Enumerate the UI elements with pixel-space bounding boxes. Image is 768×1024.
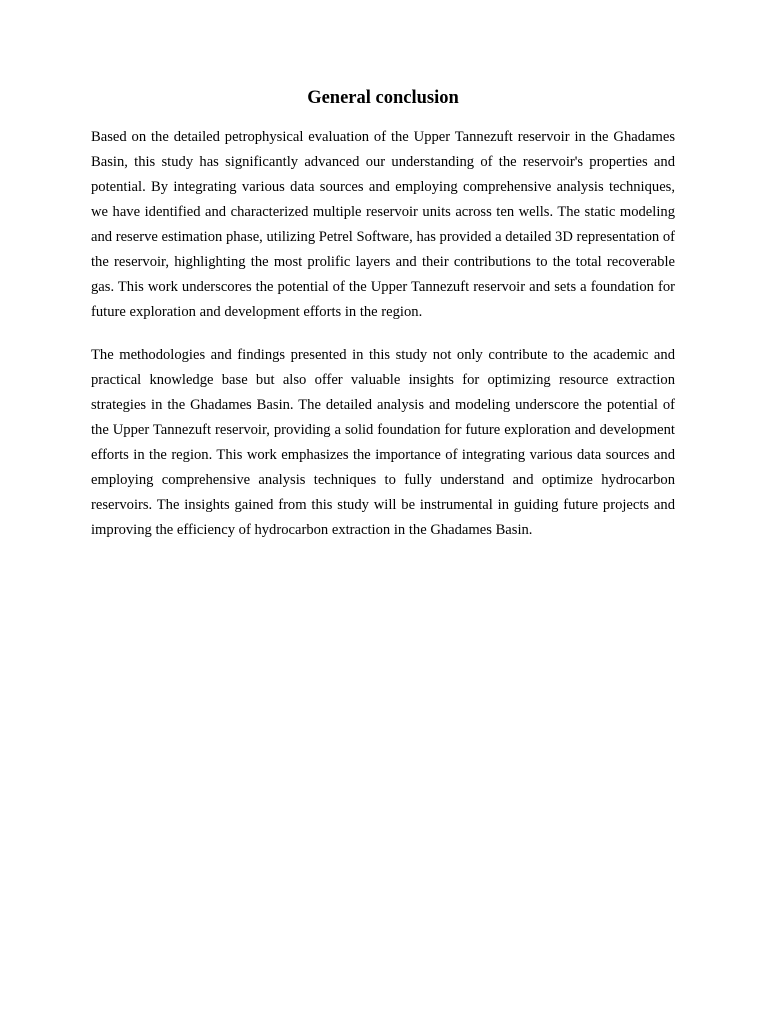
document-content: [91, 86, 675, 561]
conclusion-paragraph-1: Based on the detailed petrophysical evaluation of the Upper Tannezuft reservoir in the Ghadames Basin, this study has significantly advanced our understanding of the reservoir's properties and potential. By integrating various data sources and employing comprehensive analysis techniques, we have identified and characterized multiple reservoir units across ten wells. The static modeling and reserve estimation phase, utilizing Petrel Software, has provided a detailed 3D representation of the reservoir, highlighting the most prolific layers and their contributions to the total recoverable gas. This work underscores the potential of the Upper Tannezuft reservoir and sets a foundation for future exploration and development efforts in the region.: [91, 129, 675, 320]
section-heading: General conclusion: [307, 88, 459, 108]
conclusion-paragraph-2: The methodologies and findings presented in this study not only contribute to the academic and practical knowledge base but also offer valuable insights for optimizing resource extraction strategies in the Ghadames Basin. The detailed analysis and modeling underscore the potential of the Upper Tannezuft reservoir, providing a solid foundation for future exploration and development efforts in the region. This work emphasizes the importance of integrating various data sources and employing comprehensive analysis techniques to fully understand and optimize hydrocarbon reservoirs. The insights gained from this study will be instrumental in guiding future projects and improving the efficiency of hydrocarbon extraction in the Ghadames Basin.: [91, 347, 675, 538]
